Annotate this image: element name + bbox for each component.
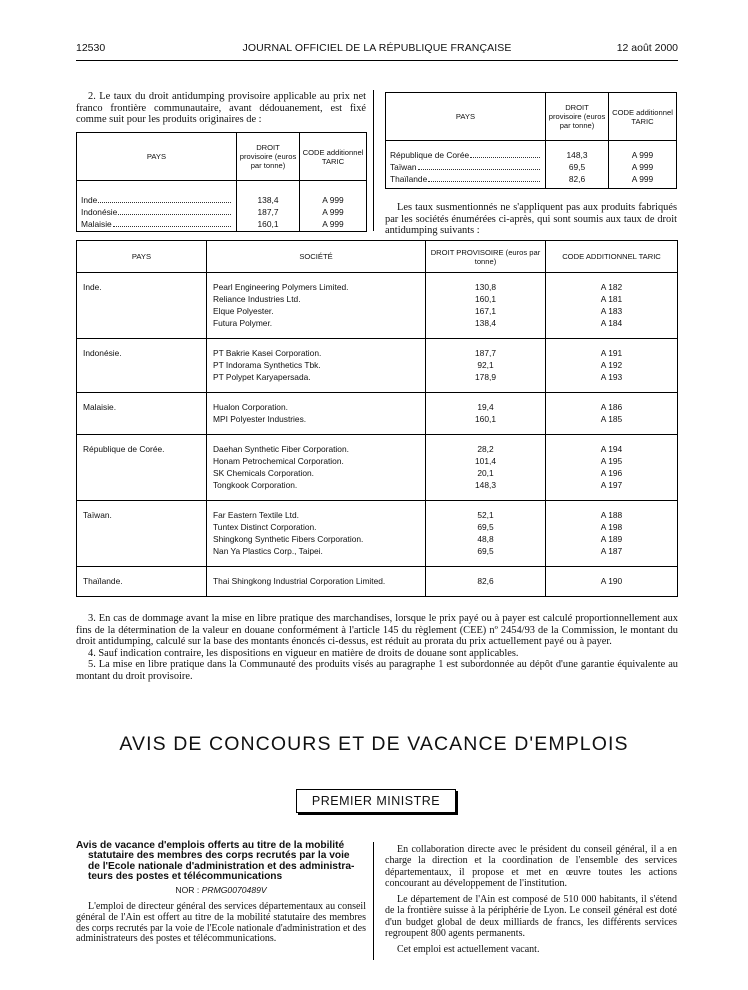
col-header-pays: PAYS (386, 93, 546, 141)
duty-table-2: PAYS DROIT provisoire (euros par tonne) CODE additionnel TARIC République de Corée 148,3 A 999 Taïwan 69,5 A 999 Thaïlande 82,6 A 999 (385, 92, 677, 189)
col-header-droit: DROIT PROVISOIRE (euros par tonne) (426, 241, 546, 273)
cell-code-line: A 197 (600, 480, 623, 490)
cell-societe-line: PT Bakrie Kasei Corporation. (213, 348, 322, 358)
cell-droit-line: 52,1 (477, 510, 494, 520)
cell-droit-line: 138,4 (475, 318, 496, 328)
page-number: 12530 (76, 42, 106, 54)
cell-societe-line: Hualon Corporation. (213, 402, 288, 412)
cell-societe-line: PT Indorama Synthetics Tbk. (213, 360, 321, 370)
cell-code (546, 339, 678, 393)
cell-droit (426, 501, 546, 567)
table-row (77, 501, 678, 567)
cell-pays: Taïwan. (77, 501, 207, 567)
notice-paragraph-right-1: En collaboration directe avec le président du conseil général, il a en charge la direction et la coordination de l'ensemble des services départementaux, il propose et met en œuvre toutes les actions concourant au développement de l'institution. (385, 844, 677, 889)
cell-droit-line: 101,4 (475, 456, 496, 466)
col-header-droit: DROIT provisoire (euros par tonne) (546, 93, 609, 141)
col-header-pays: PAYS (77, 133, 237, 181)
section-heading: AVIS DE CONCOURS ET DE VACANCE D'EMPLOIS (119, 733, 629, 755)
table-row: Taïwan (390, 161, 541, 173)
cell-code (546, 393, 678, 435)
table-row: Indonésie (81, 206, 232, 218)
cell-code-line: A 191 (600, 348, 623, 358)
cell-code-line: A 194 (600, 444, 623, 454)
nor-reference: NOR : PRMG0070489V (175, 885, 267, 895)
cell-pays: République de Corée. (77, 435, 207, 501)
col-header-code: CODE additionnel TARIC (300, 133, 367, 181)
cell-societe-line: Tongkook Corporation. (213, 480, 298, 490)
cell-code-line: A 188 (600, 510, 623, 520)
notice-right-column (385, 844, 677, 956)
cell-droit (426, 393, 546, 435)
cell-pays: Malaisie. (77, 393, 207, 435)
closing-paragraphs (76, 613, 678, 683)
col-header-droit: DROIT provisoire (euros par tonne) (237, 133, 300, 181)
duty-table-1: PAYS DROIT provisoire (euros par tonne) CODE additionnel TARIC Inde 138,4 A 999 Indonésie 187,7 A 999 Malaisie 160,1 A 999 (76, 132, 367, 232)
col-header-code: CODE additionnel TARIC (609, 93, 677, 141)
cell-societe (207, 273, 426, 339)
page-header (76, 42, 678, 56)
cell-droit-line: 160,1 (475, 294, 496, 304)
cell-code-line: A 198 (600, 522, 623, 532)
cell-code-line: A 184 (600, 318, 623, 328)
cell-code-line: A 183 (600, 306, 623, 316)
paragraph-exceptions: Les taux susmentionnés ne s'appliquent pas aux produits fabriqués par les sociétés énumérées ci-après, qui sont soumis aux taux de droit antidumping suivants : (385, 202, 677, 237)
cell-pays: Inde. (77, 273, 207, 339)
cell-droit-line: 148,3 (475, 480, 496, 490)
cell-code (546, 501, 678, 567)
cell-code-line: A 181 (600, 294, 623, 304)
cell-societe-line: Far Eastern Textile Ltd. (213, 510, 299, 520)
col-header-code: CODE ADDITIONNEL TARIC (546, 241, 678, 273)
cell-droit (426, 273, 546, 339)
cell-code-line: A 196 (600, 468, 623, 478)
cell-societe-line: Futura Polymer. (213, 318, 273, 328)
table-row: Inde (81, 194, 232, 206)
cell-droit-line: 160,1 (475, 414, 496, 424)
cell-code-line: A 193 (600, 372, 623, 382)
col-header-pays: PAYS (77, 241, 207, 273)
table-row (77, 339, 678, 393)
cell-droit (426, 339, 546, 393)
notice-paragraph-right-2: Le département de l'Ain est composé de 510 000 habitants, il s'étend de la frontière suisse à la périphérie de Lyon. Le conseil général est doté d'un budget global de deux milliards de francs, les différents services regroupent 800 agents permanents. (385, 894, 677, 940)
cell-societe-line: MPI Polyester Industries. (213, 414, 307, 424)
cell-droit-line: 92,1 (477, 360, 494, 370)
cell-droit (426, 435, 546, 501)
notice-title: Avis de vacance d'emplois offerts au titre de la mobilité statutaire des membres des corps recrutés par la voie de l'Ecole nationale d'administration et des administra- teurs des postes et télécommunications (76, 840, 355, 883)
cell-droit-line: 82,6 (477, 576, 494, 586)
company-duty-table (76, 240, 678, 597)
cell-societe (207, 393, 426, 435)
cell-societe-line: Honam Petrochemical Corporation. (213, 456, 344, 466)
cell-societe-line: Nan Ya Plastics Corp., Taipei. (213, 546, 323, 556)
table-row: Malaisie (81, 218, 232, 230)
ministry-box: PREMIER MINISTRE (296, 789, 456, 813)
cell-code (546, 273, 678, 339)
cell-droit-line: 28,2 (477, 444, 494, 454)
cell-code (546, 567, 678, 597)
cell-societe (207, 435, 426, 501)
cell-societe-line: PT Polypet Karyapersada. (213, 372, 311, 382)
company-table-body (77, 273, 678, 597)
cell-droit-line: 48,8 (477, 534, 494, 544)
cell-societe-line: Daehan Synthetic Fiber Corporation. (213, 444, 349, 454)
col-header-societe: SOCIÉTÉ (207, 241, 426, 273)
cell-code-line: A 187 (600, 546, 623, 556)
cell-code-line: A 185 (600, 414, 623, 424)
cell-code-line: A 192 (600, 360, 623, 370)
table-row: République de Corée (390, 149, 541, 161)
table-row (77, 273, 678, 339)
cell-societe (207, 339, 426, 393)
cell-societe-line: Pearl Engineering Polymers Limited. (213, 282, 349, 292)
cell-droit-line: 20,1 (477, 468, 494, 478)
cell-droit-line: 69,5 (477, 546, 494, 556)
table-row: Thaïlande (390, 173, 541, 185)
column-divider (373, 842, 374, 960)
header-rule (76, 60, 678, 61)
cell-code-line: A 189 (600, 534, 623, 544)
journal-title: JOURNAL OFFICIEL DE LA RÉPUBLIQUE FRANÇAISE (242, 42, 512, 54)
cell-droit-line: 130,8 (475, 282, 496, 292)
cell-pays: Thaïlande. (83, 576, 123, 586)
table-row (77, 393, 678, 435)
cell-societe-line: Tuntex Distinct Corporation. (213, 522, 317, 532)
table-row (77, 435, 678, 501)
cell-code-line: A 195 (600, 456, 623, 466)
paragraph-5: 5. La mise en libre pratique dans la Communauté des produits visés au paragraphe 1 est subordonnée au dépôt d'une garantie équivalente au montant du droit provisoire. (76, 659, 678, 682)
cell-code-line: A 190 (600, 576, 623, 586)
notice-paragraph-right-3: Cet emploi est actuellement vacant. (397, 944, 540, 956)
paragraph-2: 2. Le taux du droit antidumping provisoire applicable au prix net franco frontière communautaire, avant dédouanement, est fixé comme suit pour les produits originaires de : (76, 91, 366, 126)
cell-pays: Indonésie. (77, 339, 207, 393)
cell-code-line: A 186 (600, 402, 623, 412)
cell-societe-line: SK Chemicals Corporation. (213, 468, 315, 478)
issue-date: 12 août 2000 (616, 42, 678, 54)
cell-societe-line: Reliance Industries Ltd. (213, 294, 301, 304)
cell-droit (426, 567, 546, 597)
cell-societe-line: Elque Polyester. (213, 306, 274, 316)
cell-societe-line: Thai Shingkong Industrial Corporation Limited. (213, 576, 386, 586)
cell-societe (207, 501, 426, 567)
cell-code (546, 435, 678, 501)
cell-societe-line: Shingkong Synthetic Fibers Corporation. (213, 534, 364, 544)
cell-droit-line: 167,1 (475, 306, 496, 316)
cell-droit-line: 69,5 (477, 522, 494, 532)
table-row (77, 567, 678, 597)
cell-droit-line: 178,9 (475, 372, 496, 382)
cell-droit-line: 187,7 (475, 348, 496, 358)
cell-code-line: A 182 (600, 282, 623, 292)
column-divider (373, 90, 374, 231)
cell-droit-line: 19,4 (477, 402, 494, 412)
notice-paragraph-left: L'emploi de directeur général des services départementaux au conseil général de l'Ain est offert au titre de la mobilité statutaire des membres des corps recrutés par la voie de l'Ecole nationale d'administration et des administrateurs des postes et télécommunications. (76, 901, 366, 945)
cell-societe (207, 567, 426, 597)
paragraph-3: 3. En cas de dommage avant la mise en libre pratique des marchandises, lorsque le prix payé ou à payer est calculé proportionnellement aux fins de la détermination de la valeur en douane conformément à l'article 145 du règlement (CEE) nº 2454/93 de la Commission, le montant du droit antidumping, calculé sur la base des montants énoncés ci-dessus, est réduit au prorata du prix actuellement payé ou à payer. (76, 613, 678, 648)
paragraph-4: 4. Sauf indication contraire, les dispositions en vigueur en matière de droits de douane sont applicables. (88, 647, 519, 659)
